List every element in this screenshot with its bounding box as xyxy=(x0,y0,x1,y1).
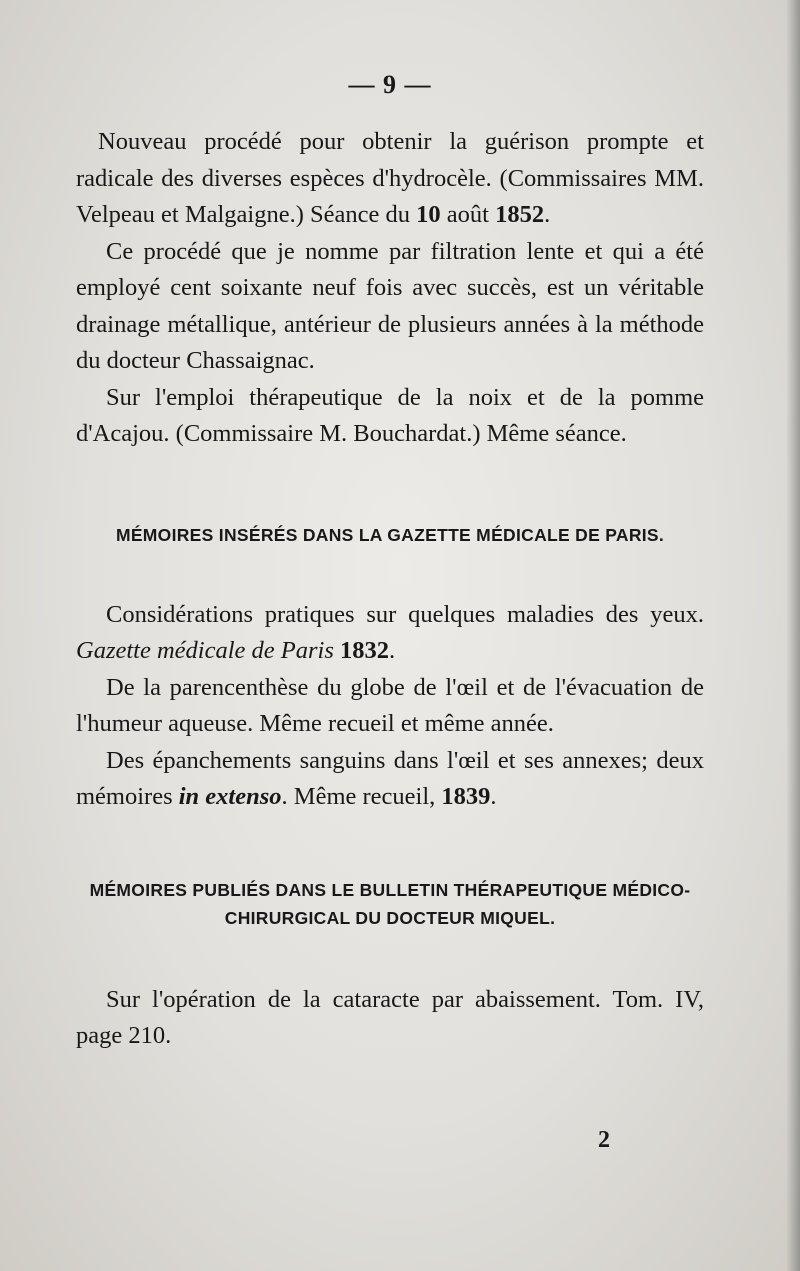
maladies-yeux-year: 1832 xyxy=(333,637,389,664)
hydrocele-year: 1852 xyxy=(495,201,545,228)
hydrocele-day: 10 xyxy=(416,201,441,228)
section-heading-gazette: MÉMOIRES INSÉRÉS DANS LA GAZETTE MÉDICALE DE PARIS. xyxy=(115,524,665,545)
maladies-yeux-text: Considérations pratiques sur quelques maladies des yeux. xyxy=(106,600,704,628)
epanchements-italic: in extenso xyxy=(178,783,282,810)
epanchements-recueil: . Même recueil, xyxy=(281,783,442,810)
page-content xyxy=(76,70,704,1055)
paragraph-filtration: Ce procédé que je nomme par filtration lente et qui a été employé cent soixante neuf fois avec succès, est un véritable drainage métallique, antérieur de plusieurs années à la méthode du docteur Chassaignac. xyxy=(76,237,704,374)
maladies-yeux-journal: Gazette médicale de Paris xyxy=(76,637,334,664)
hydrocele-commission: (Commissaires MM. Velpeau et Malgaigne.) Séance du xyxy=(76,164,704,228)
hydrocele-title: Nouveau procédé pour obtenir la guérison prompte et radicale des diverses espèces d'hydrocèle. xyxy=(76,128,704,192)
epanchements-text: Des épanchements sanguins dans l'œil et ses annexes; deux mémoires xyxy=(76,746,704,810)
bulletin-heading-line1: MÉMOIRES PUBLIÉS DANS LE BULLETIN THÉRAPEUTIQUE MÉDICO- xyxy=(89,879,691,900)
paragraph-hydrocele xyxy=(76,124,704,234)
epanchements-year: 1839 xyxy=(441,783,491,810)
paragraph-cataracte: Sur l'opération de la cataracte par abaissement. Tom. IV, page 210. xyxy=(76,985,704,1049)
signature-mark: 2 xyxy=(598,1127,610,1153)
paragraph-acajou: Sur l'emploi thérapeutique de la noix et de la pomme d'Acajou. (Commissaire M. Bouchardat.) Même séance. xyxy=(76,383,704,447)
paragraph-maladies-yeux xyxy=(76,597,704,670)
paragraph-epanchements xyxy=(76,743,704,816)
page-number: — 9 — xyxy=(348,70,432,99)
paragraph-parencenthese: De la parencenthèse du globe de l'œil et de l'évacuation de l'humeur aqueuse. Même recueil et même année. xyxy=(76,673,704,737)
bulletin-heading-line2: CHIRURGICAL DU DOCTEUR MIQUEL. xyxy=(224,907,556,928)
hydrocele-month: août xyxy=(440,201,496,228)
hydrocele-end: . xyxy=(544,201,551,228)
section-heading-bulletin xyxy=(76,876,704,932)
epanchements-end: . xyxy=(490,783,497,810)
maladies-yeux-end: . xyxy=(389,637,396,664)
